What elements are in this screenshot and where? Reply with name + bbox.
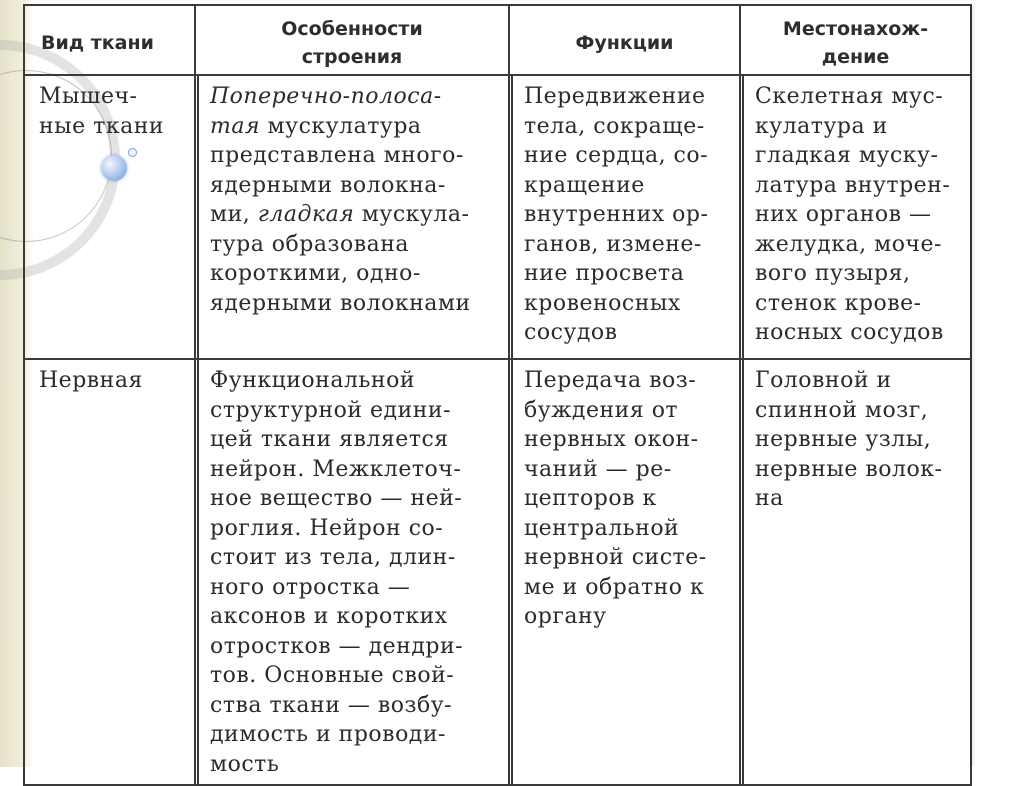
structure-italic-striated: Поперечно-полоса- тая <box>210 84 442 139</box>
header-tissue-type: Вид ткани <box>24 5 195 75</box>
cell-tissue-type: Мышеч- ные ткани <box>24 75 195 359</box>
cell-structure: Функциональной структурной едини- цей ткани является нейрон. Межклеточ- ное вещество — ней- роглия. Нейрон со- стоит из тела, длин- ного отростка — аксонов и коротких отростков — дендри- тов. Основные свой- ства ткани — возбу- димость и проводи- мость <box>195 359 509 785</box>
cell-location: Головной и спинной мозг, нервные узлы, нервные волок- на <box>740 359 971 785</box>
structure-italic-smooth: гладкая <box>257 202 355 227</box>
cell-location: Скелетная мус- кулатура и гладкая муску- латура внутрен- них органов — желудка, моче- вого пузыря, стенок крове- носных сосудов <box>740 75 971 359</box>
table-row-muscle <box>24 75 971 359</box>
cell-functions: Передача воз- буждения от нервных окон- чаний — ре- цепторов к центральной нервной систе- ме и обратно к органу <box>509 359 740 785</box>
header-functions: Функции <box>509 5 740 75</box>
structure-text: мускулатура представлена много- ядерными волокна- ми, <box>210 113 464 227</box>
cell-structure <box>195 75 509 359</box>
cell-tissue-type: Нервная <box>24 359 195 785</box>
header-location: Местонахож- дение <box>740 5 971 75</box>
tissue-table <box>23 4 972 786</box>
header-structure: Особенности строения <box>195 5 509 75</box>
table-row-nerve <box>24 359 971 785</box>
table-header-row <box>24 5 971 75</box>
cell-functions: Передвижение тела, сокраще- ние сердца, со- кращение внутренних ор- ганов, измене- ние просвета кровеносных сосудов <box>509 75 740 359</box>
structure-text-rest: мускула- тура образована короткими, одно- ядерными волокнами <box>210 202 471 316</box>
table-shadow <box>970 6 976 766</box>
